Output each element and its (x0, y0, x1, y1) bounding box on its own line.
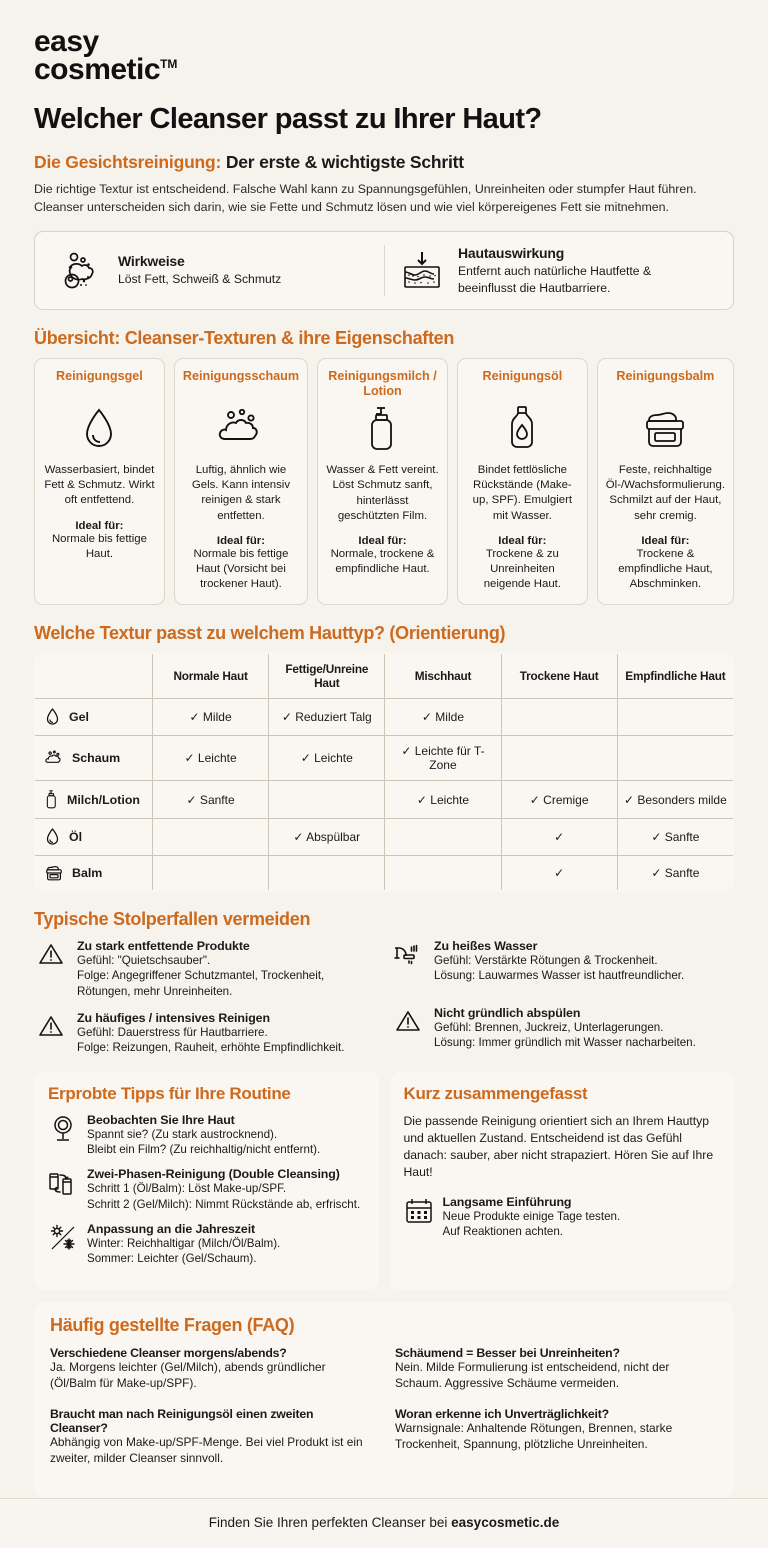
pitfall-line: Lösung: Immer gründlich mit Wasser nacharbeiten. (434, 1036, 696, 1050)
texture-card-desc: Bindet fettlösliche Rückstände (Make-up, SPF). Emulgiert mit Wasser. (472, 464, 573, 522)
trademark-mark: TM (160, 56, 178, 71)
cell: ✓ Leichte (385, 781, 501, 819)
oil-bottle-icon (505, 405, 539, 453)
faq-answer: Warnsignale: Anhaltende Rötungen, Brennen, starke Trockenheit, Spannung, plötzliche Unreinheiten. (395, 1421, 673, 1452)
cell (501, 699, 617, 736)
pitfall-line: Gefühl: "Quietschsauber". (77, 954, 211, 968)
texture-ideal-label: Ideal für: (358, 534, 407, 547)
faq-right-column (395, 1346, 718, 1482)
faq-card (34, 1302, 734, 1498)
cell: ✓ Milde (385, 699, 501, 736)
mirror-icon (48, 1113, 78, 1158)
table-row (35, 819, 734, 856)
page-title: Welcher Cleanser passt zu Ihrer Haut? (34, 103, 542, 136)
row-label: Schaum (72, 751, 121, 766)
warning-triangle-icon (34, 1011, 68, 1056)
table-row (35, 856, 734, 891)
faq-answer: Nein. Milde Formulierung ist entscheidend, nicht der Schaum. Aggressive Schäume vermeiden. (395, 1360, 670, 1391)
pitfall-title: Zu stark entfettende Produkte (77, 939, 250, 954)
pitfall-line: Lösung: Lauwarmes Wasser ist hautfreundlicher. (434, 969, 685, 983)
texture-ideal-label: Ideal für: (641, 534, 690, 547)
pitfall-line: Folge: Angegriffener Schutzmantel, Trockenheit, Rötungen, mehr Unreinheiten. (77, 969, 325, 998)
cell: ✓ (501, 819, 617, 856)
summary-item-line: Neue Produkte einige Tage testen. (442, 1209, 621, 1223)
col-normale-haut: Normale Haut (153, 654, 269, 699)
sub-heading-accent: Die Gesichtsreinigung: (34, 152, 222, 173)
table-corner-cell (35, 654, 153, 699)
texture-ideal-text: Normale bis fettige Haut. (51, 532, 147, 560)
sun-snowflake-icon (48, 1222, 78, 1267)
texture-ideal-label: Ideal für: (75, 519, 124, 532)
texture-card-title: Reinigungsschaum (182, 369, 300, 384)
foam-cloud-icon (215, 405, 267, 453)
texture-ideal-text: Normale, trockene & empfindliche Haut. (330, 547, 435, 576)
sub-heading-rest: Der erste & wichtigste Schritt (221, 152, 464, 173)
col-empfindliche-haut: Empfindliche Haut (617, 654, 733, 699)
cell (385, 856, 501, 891)
faq-question: Braucht man nach Reinigungsöl einen zweiten Cleanser? (50, 1407, 314, 1436)
col-trockene-haut: Trockene Haut (501, 654, 617, 699)
fact-title: Wirkweise (118, 253, 185, 270)
faq-answer: Abhängig von Make-up/SPF-Menge. Bei viel Produkt ist ein zweiter, milder Cleanser sinnvoll. (50, 1435, 363, 1466)
section-heading-matrix: Welche Textur passt zu welchem Hauttyp? (Orientierung) (34, 623, 506, 644)
faucet-icon (391, 939, 425, 984)
fact-desc: Entfernt auch natürliche Hautfette & beeinflusst die Hautbarriere. (458, 264, 652, 295)
droplet-icon (44, 827, 61, 847)
pitfall-item (391, 1006, 734, 1051)
pitfall-line: Gefühl: Verstärkte Rötungen & Trockenheit. (434, 954, 658, 968)
pitfall-item (34, 939, 377, 999)
row-label: Gel (69, 710, 89, 725)
brand-logo (34, 0, 734, 86)
brand-line-1: easy (34, 25, 99, 58)
faq-question: Schäumend = Besser bei Unreinheiten? (395, 1346, 620, 1361)
pitfall-body (434, 1006, 734, 1051)
col-mischhaut: Mischhaut (385, 654, 501, 699)
fact-body (118, 253, 281, 287)
pitfall-item (391, 939, 734, 984)
cell (269, 781, 385, 819)
cell (385, 819, 501, 856)
tip-item (48, 1222, 365, 1267)
texture-card-milch-lotion (317, 358, 448, 605)
section-heading-pitfalls: Typische Stolperfallen vermeiden (34, 909, 311, 930)
footer-text: Finden Sie Ihren perfekten Cleanser bei (208, 1515, 452, 1531)
texture-card-title: Reinigungsöl (482, 369, 563, 384)
summary-item-line: Auf Reaktionen achten. (442, 1225, 564, 1239)
tip-line: Bleibt ein Film? (Zu reichhaltig/nicht entfernt). (87, 1142, 321, 1156)
row-header-balm (35, 856, 153, 891)
balm-jar-icon (640, 405, 690, 453)
tip-item (48, 1113, 365, 1158)
texture-ideal-label: Ideal für: (216, 534, 266, 547)
pitfalls-columns (34, 939, 734, 1067)
tip-body (87, 1113, 320, 1158)
intro-line-1: Die richtige Textur ist entscheidend. Falsche Wahl kann zu Spannungsgefühlen, Unreinheiten oder stumpfer Haut führen. (34, 182, 697, 197)
texture-card-schaum (174, 358, 308, 605)
summary-heading: Kurz zusammengefasst (403, 1083, 588, 1103)
tip-line: Sommer: Leichter (Gel/Schaum). (87, 1252, 257, 1266)
balm-jar-icon (44, 864, 64, 882)
row-label: Balm (72, 866, 103, 881)
foam-cloud-icon (44, 749, 64, 768)
row-header-gel (35, 699, 153, 736)
tip-title: Beobachten Sie Ihre Haut (87, 1112, 235, 1127)
row-header-milch-lotion (35, 781, 153, 819)
cell: ✓ Sanfte (617, 819, 733, 856)
texture-card-row (34, 358, 734, 605)
fact-desc: Löst Fett, Schweiß & Schmutz (118, 272, 282, 287)
row-label: Öl (69, 830, 83, 845)
fact-body (458, 245, 709, 296)
summary-item-title: Langsame Einführung (442, 1194, 572, 1209)
cell (153, 856, 269, 891)
tip-line: Schritt 2 (Gel/Milch): Nimmt Rückstände ab, erfrischt. (87, 1197, 361, 1211)
tips-summary-row (34, 1072, 734, 1291)
summary-paragraph: Die passende Reinigung orientiert sich an Ihrem Hauttyp und aktuellen Zustand. Entscheidend ist das Gefühl danach: sauber, aber nicht strapaziert. Hören Sie auf Ihre Haut! (403, 1113, 714, 1179)
tip-body (87, 1222, 280, 1267)
cell: ✓ Leichte (153, 736, 269, 781)
pitfall-body (434, 939, 734, 984)
cell: ✓ Cremige (501, 781, 617, 819)
texture-card-balm (597, 358, 734, 605)
cell: ✓ Sanfte (153, 781, 269, 819)
texture-card-oel (457, 358, 588, 605)
cell: ✓ Abspülbar (269, 819, 385, 856)
footer (0, 1498, 768, 1548)
faq-question: Verschiedene Cleanser morgens/abends? (50, 1346, 287, 1361)
pitfall-title: Nicht gründlich abspülen (434, 1005, 581, 1020)
pitfall-title: Zu heißes Wasser (434, 939, 538, 954)
texture-ideal-text: Trockene & empfindliche Haut, Abschminken. (618, 547, 713, 591)
cell: ✓ Leichte für T-Zone (385, 736, 501, 781)
summary-item (404, 1195, 721, 1240)
cell (269, 856, 385, 891)
tip-title: Anpassung an die Jahreszeit (87, 1221, 256, 1236)
section-heading-textures: Übersicht: Cleanser-Texturen & ihre Eigenschaften (34, 328, 455, 349)
row-label: Milch/Lotion (67, 792, 140, 807)
pitfall-line: Folge: Reizungen, Rauheit, erhöhte Empfindlichkeit. (77, 1041, 345, 1055)
pitfall-title: Zu häufiges / intensives Reinigen (77, 1011, 270, 1026)
table-row (35, 699, 734, 736)
fact-wirkweise (45, 245, 384, 296)
tips-card (34, 1072, 379, 1291)
tip-line: Winter: Reichhaltigar (Milch/Öl/Balm). (87, 1236, 281, 1250)
pitfalls-right-column (391, 939, 734, 1067)
summary-card (390, 1072, 735, 1291)
texture-card-gel (34, 358, 165, 605)
texture-ideal-text: Normale bis fettige Haut (Vorsicht bei trockener Haut). (193, 547, 289, 591)
table-header-row (35, 654, 734, 699)
cell (617, 736, 733, 781)
pitfall-line: Gefühl: Dauerstress für Hautbarriere. (77, 1026, 268, 1040)
skin-layers-arrow-icon (399, 249, 445, 293)
tip-line: Spannt sie? (Zu stark austrocknend). (87, 1127, 278, 1141)
pitfalls-left-column (34, 939, 377, 1067)
intro-paragraph (34, 181, 734, 217)
texture-card-desc: Wasserbasiert, bindet Fett & Schmutz. Wirkt oft entfettend. (44, 464, 155, 507)
tips-heading: Erprobte Tipps für Ihre Routine (48, 1083, 291, 1103)
pump-bottle-icon (364, 405, 400, 453)
tip-item (48, 1167, 365, 1212)
row-header-schaum (35, 736, 153, 781)
table-row (35, 736, 734, 781)
texture-card-desc: Luftig, ähnlich wie Gels. Kann intensiv reinigen & stark entfetten. (191, 464, 291, 522)
summary-item-body (443, 1195, 621, 1240)
pitfall-item (34, 1011, 377, 1056)
fact-hautauswirkung (384, 245, 723, 296)
footer-brand: easycosmetic.de (451, 1515, 560, 1531)
sub-heading (34, 152, 734, 173)
fact-bar (34, 231, 734, 310)
calendar-icon (404, 1195, 434, 1240)
table-row (35, 781, 734, 819)
two-tubes-icon (48, 1167, 78, 1212)
droplet-icon (79, 405, 119, 453)
pitfall-body (77, 939, 377, 999)
cell: ✓ Sanfte (617, 856, 733, 891)
texture-ideal-text: Trockene & zu Unreinheiten neigende Haut. (483, 547, 561, 591)
pitfall-body (77, 1011, 377, 1056)
cell (501, 736, 617, 781)
texture-card-desc: Feste, reichhaltige Öl-/Wachsformulierung. Schmilzt auf der Haut, sehr cremig. (605, 464, 726, 522)
pitfall-line: Gefühl: Brennen, Juckreiz, Unterlagerungen. (434, 1020, 664, 1034)
row-header-oel (35, 819, 153, 856)
texture-card-title: Reinigungsbalm (616, 369, 715, 384)
faq-heading: Häufig gestellte Fragen (FAQ) (50, 1315, 295, 1336)
cell: ✓ (501, 856, 617, 891)
cell: ✓ Leichte (269, 736, 385, 781)
texture-card-title: Reinigungsmilch / Lotion (328, 369, 437, 399)
warning-triangle-icon (34, 939, 68, 999)
texture-card-desc: Wasser & Fett vereint. Löst Schmutz sanft, hinterlässt geschützten Film. (326, 464, 439, 522)
faq-grid (50, 1346, 718, 1482)
tip-title: Zwei-Phasen-Reinigung (Double Cleansing) (87, 1167, 340, 1182)
faq-question: Woran erkenne ich Unverträglichkeit? (395, 1407, 609, 1422)
fact-title: Hautauswirkung (458, 245, 565, 262)
tip-body (87, 1167, 360, 1212)
cell: ✓ Besonders milde (617, 781, 733, 819)
intro-line-2: Cleanser unterscheiden sich darin, wie sie Fette und Schmutz lösen und wie viel körpereigenes Fett sie mitnehmen. (34, 200, 670, 215)
foam-bubbles-icon (59, 250, 105, 292)
cell (153, 819, 269, 856)
cell (617, 699, 733, 736)
texture-skintype-table (34, 653, 734, 891)
texture-ideal-label: Ideal für: (498, 534, 547, 547)
droplet-icon (44, 707, 61, 727)
texture-card-title: Reinigungsgel (56, 369, 143, 384)
tip-line: Schritt 1 (Öl/Balm): Löst Make-up/SPF. (87, 1182, 287, 1196)
cell: ✓ Reduziert Talg (269, 699, 385, 736)
faq-left-column (50, 1346, 373, 1482)
col-fettige-unreine-haut: Fettige/Unreine Haut (269, 654, 385, 699)
pump-bottle-icon (44, 789, 59, 810)
brand-line-2: cosmetic™ (34, 52, 178, 86)
faq-answer: Ja. Morgens leichter (Gel/Milch), abends gründlicher (Öl/Balm für Make-up/SPF). (50, 1360, 326, 1391)
warning-triangle-icon (391, 1006, 425, 1051)
cell: ✓ Milde (153, 699, 269, 736)
